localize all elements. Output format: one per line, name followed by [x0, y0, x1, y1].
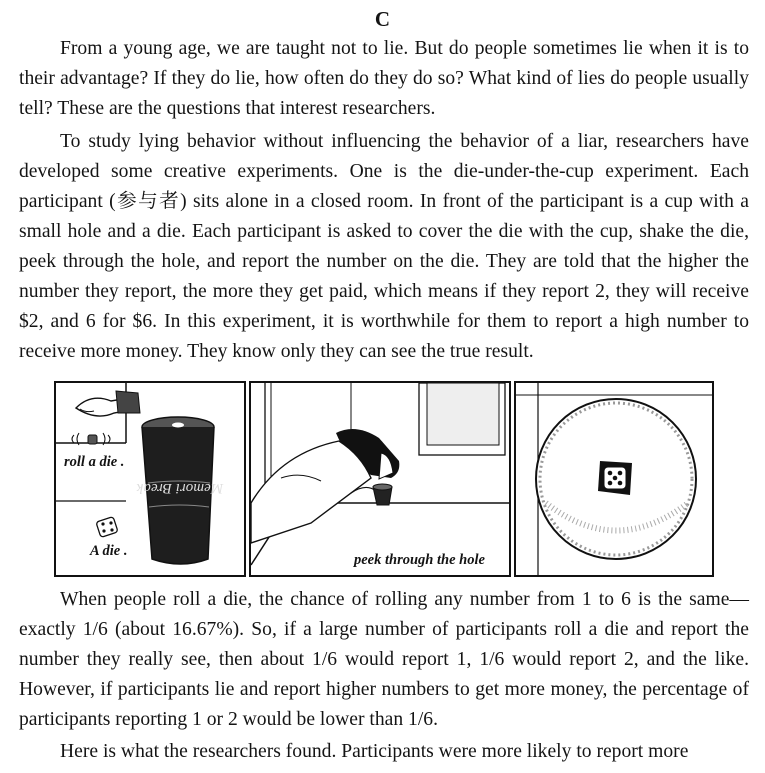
panel-view [514, 381, 714, 577]
die-icon [96, 517, 118, 538]
paragraph-3: When people roll a die, the chance of rolling any number from 1 to 6 is the same—exactly 1/6 (about 16.67%). So, if a large number of participants roll a die and report the number they really see, then about 1/6 would report 1, 1/6 would report 2, and the like. However, if participants lie and report higher numbers to get more money, the percentage of participants reporting 1 or 2 would be lower than 1/6. [19, 589, 749, 730]
paragraph-1: From a young age, we are taught not to lie. But do people sometimes lie when it is to their advantage? If they do lie, how often do they do so? What kind of lies do people usually tell? These are the questions that interest researchers. [19, 38, 749, 119]
paragraph-4: Here is what the researchers found. Participants were more likely to report more [60, 741, 689, 762]
panel-roll-die [54, 381, 246, 577]
view-drawing [516, 383, 712, 575]
caption-roll-die: roll a die . [64, 454, 125, 470]
passage-letter: C [374, 7, 391, 31]
falling-die-icon [72, 433, 110, 445]
die-face-icon [598, 461, 632, 495]
small-cup-icon [373, 484, 392, 505]
illustration-figure [54, 381, 716, 581]
cup-icon [136, 417, 224, 564]
peek-drawing [251, 383, 509, 575]
paragraph-2: To study lying behavior without influencing the behavior of a liar, researchers have developed some creative experiments. One is the die-under-the-cup experiment. Each participant (参与者) sits alone in a closed room. In front of the participant is a cup with a small hole and a die. Each participant is asked to cover the die with the cup, shake the die, peek through the hole, and report the number on the die. They are told that the higher the number they report, the more they get paid, which means if they report 2, they will receive $2, and 6 for $6. In this experiment, it is worthwhile for them to report a high number to receive more money. They know only they can see the true result. [19, 131, 749, 362]
caption-a-die: A die . [90, 543, 128, 559]
cup-label: Memori Break [136, 480, 224, 496]
panel-peek [249, 381, 511, 577]
hand-icon [76, 391, 140, 416]
roll-die-drawing [56, 383, 244, 575]
caption-peek: peek through the hole [354, 552, 485, 568]
